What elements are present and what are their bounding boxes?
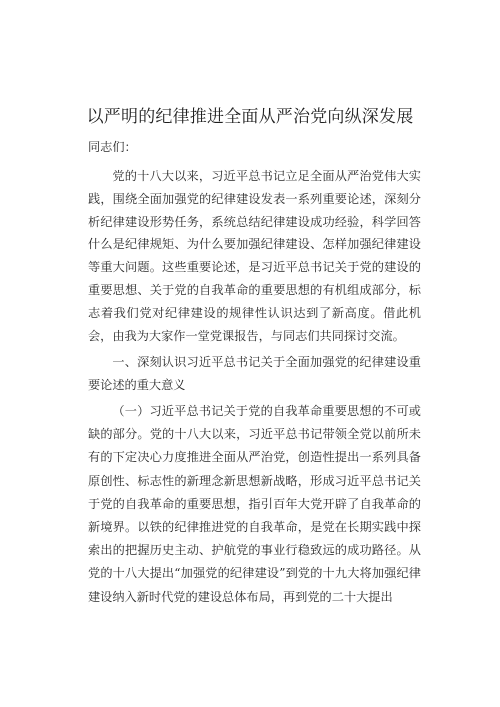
paragraph-section-1-1: （一）习近平总书记关于党的自我革命重要思想的不可或缺的部分。党的十八大以来，习近平总书记带领全党以前所未有的下定决心力度推进全面从严治党，创造性提出一系列具备原创性、标志性的新理念新思想新战略，形成习近平总书记关于党的自我革命的重要思想，指引百年大党开辟了自我革命的新境界。以铁的纪律推进党的自我革命，是党在长期实践中探索出的把握历史主动、护航党的事业行稳致远的成功路径。从党的十八大提出“加强党的纪律建设”到党的十九大将加强纪律建设纳入新时代党的建设总体布局，再到党的二十大提出	[88, 404, 421, 604]
salutation: 同志们：	[88, 140, 137, 154]
paragraph-intro: 党的十八大以来，习近平总书记立足全面从严治党伟大实践，围绕全面加强党的纪律建设发表一系列重要论述，深刻分析纪律建设形势任务，系统总结纪律建设成功经验，科学回答什么是纪律规矩、为什么要加强纪律建设、怎样加强纪律建设等重大问题。这些重要论述，是习近平总书记关于党的建设的重要思想、关于党的自我革命的重要思想的有机组成部分，标志着我们党对纪律建设的规律性认识达到了新高度。借此机会，由我为大家作一堂党课报告，与同志们共同探讨交流。	[88, 169, 421, 343]
document-title: 以严明的纪律推进全面从严治党向纵深发展	[86, 107, 414, 127]
section-heading-1: 一、深刻认识习近平总书记关于全面加强党的纪律建设重要论述的重大意义	[88, 355, 421, 392]
